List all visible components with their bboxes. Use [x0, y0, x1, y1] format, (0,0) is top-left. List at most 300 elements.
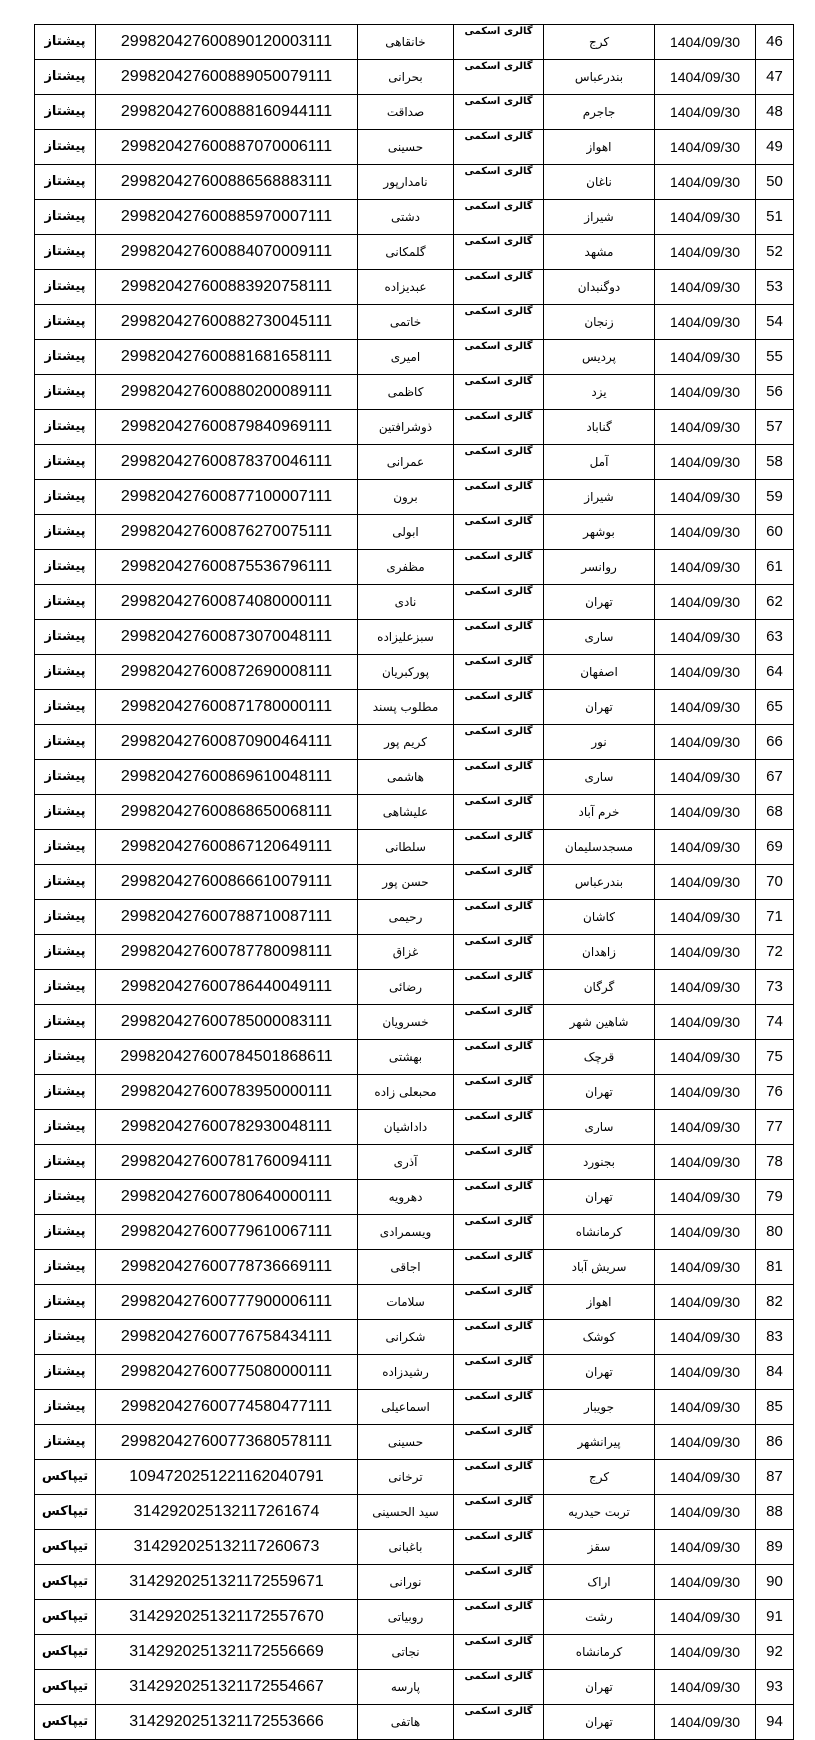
date-cell: 1404/09/30	[655, 130, 756, 165]
date-cell: 1404/09/30	[655, 1460, 756, 1495]
sender-cell: گالری اسکمی	[454, 970, 544, 1005]
date-cell: 1404/09/30	[655, 655, 756, 690]
sender-cell: گالری اسکمی	[454, 935, 544, 970]
date-cell: 1404/09/30	[655, 1180, 756, 1215]
date-cell: 1404/09/30	[655, 1110, 756, 1145]
sender-cell: گالری اسکمی	[454, 235, 544, 270]
city-cell: پیرانشهر	[544, 1425, 655, 1460]
city-cell: کاشان	[544, 900, 655, 935]
recipient-name-cell: سبزعلیزاده	[358, 620, 454, 655]
carrier-cell: پیشتاز	[35, 585, 96, 620]
recipient-name-cell: اجاقی	[358, 1250, 454, 1285]
recipient-name-cell: اسماعیلی	[358, 1390, 454, 1425]
table-row	[35, 1145, 794, 1180]
sender-cell: گالری اسکمی	[454, 410, 544, 445]
recipient-name-cell: رحیمی	[358, 900, 454, 935]
sender-cell: گالری اسکمی	[454, 1530, 544, 1565]
row-number-cell: 65	[756, 690, 794, 725]
table-row	[35, 655, 794, 690]
row-number-cell: 88	[756, 1495, 794, 1530]
carrier-cell: پیشتاز	[35, 655, 96, 690]
table-row	[35, 340, 794, 375]
table-row	[35, 900, 794, 935]
carrier-cell: تیپاکس	[35, 1670, 96, 1705]
city-cell: کرمانشاه	[544, 1635, 655, 1670]
tracking-code-cell: 299820427600871780000111	[96, 690, 358, 725]
date-cell: 1404/09/30	[655, 1600, 756, 1635]
table-row	[35, 935, 794, 970]
table-row	[35, 1460, 794, 1495]
carrier-cell: پیشتاز	[35, 1110, 96, 1145]
date-cell: 1404/09/30	[655, 865, 756, 900]
city-cell: آمل	[544, 445, 655, 480]
city-cell: دوگنبدان	[544, 270, 655, 305]
date-cell: 1404/09/30	[655, 25, 756, 60]
tracking-code-cell: 299820427600782930048111	[96, 1110, 358, 1145]
row-number-cell: 76	[756, 1075, 794, 1110]
sender-cell: گالری اسکمی	[454, 1215, 544, 1250]
city-cell: قرچک	[544, 1040, 655, 1075]
row-number-cell: 90	[756, 1565, 794, 1600]
shipments-table-body	[35, 25, 794, 1740]
tracking-code-cell: 299820427600888160944111	[96, 95, 358, 130]
table-row	[35, 1110, 794, 1145]
date-cell: 1404/09/30	[655, 1635, 756, 1670]
sender-cell: گالری اسکمی	[454, 1040, 544, 1075]
table-row	[35, 970, 794, 1005]
date-cell: 1404/09/30	[655, 760, 756, 795]
date-cell: 1404/09/30	[655, 1565, 756, 1600]
date-cell: 1404/09/30	[655, 830, 756, 865]
shipments-table	[34, 24, 794, 1740]
carrier-cell: پیشتاز	[35, 375, 96, 410]
date-cell: 1404/09/30	[655, 550, 756, 585]
recipient-name-cell: سید الحسینی	[358, 1495, 454, 1530]
tracking-code-cell: 314292025132117255466​7	[96, 1670, 358, 1705]
recipient-name-cell: پارسه	[358, 1670, 454, 1705]
row-number-cell: 92	[756, 1635, 794, 1670]
carrier-cell: پیشتاز	[35, 865, 96, 900]
row-number-cell: 66	[756, 725, 794, 760]
recipient-name-cell: کریم پور	[358, 725, 454, 760]
row-number-cell: 56	[756, 375, 794, 410]
table-row	[35, 795, 794, 830]
tracking-code-cell: 299820427600884070009111	[96, 235, 358, 270]
carrier-cell: پیشتاز	[35, 235, 96, 270]
city-cell: اهواز	[544, 130, 655, 165]
tracking-code-cell: 299820427600773680578111	[96, 1425, 358, 1460]
date-cell: 1404/09/30	[655, 795, 756, 830]
date-cell: 1404/09/30	[655, 1145, 756, 1180]
carrier-cell: پیشتاز	[35, 970, 96, 1005]
carrier-cell: پیشتاز	[35, 1075, 96, 1110]
tracking-code-cell: 299820427600780640000111	[96, 1180, 358, 1215]
row-number-cell: 75	[756, 1040, 794, 1075]
city-cell: تهران	[544, 1705, 655, 1740]
sender-cell: گالری اسکمی	[454, 445, 544, 480]
recipient-name-cell: مظفری	[358, 550, 454, 585]
carrier-cell: پیشتاز	[35, 130, 96, 165]
city-cell: تربت حیدریه	[544, 1495, 655, 1530]
sender-cell: گالری اسکمی	[454, 1355, 544, 1390]
tracking-code-cell: 299820427600872690008111	[96, 655, 358, 690]
row-number-cell: 55	[756, 340, 794, 375]
tracking-code-cell: 299820427600876270075111	[96, 515, 358, 550]
row-number-cell: 61	[756, 550, 794, 585]
recipient-name-cell: ترخانی	[358, 1460, 454, 1495]
city-cell: کوشک	[544, 1320, 655, 1355]
sender-cell: گالری اسکمی	[454, 1075, 544, 1110]
date-cell: 1404/09/30	[655, 1250, 756, 1285]
date-cell: 1404/09/30	[655, 585, 756, 620]
recipient-name-cell: عمرانی	[358, 445, 454, 480]
sender-cell: گالری اسکمی	[454, 725, 544, 760]
date-cell: 1404/09/30	[655, 620, 756, 655]
row-number-cell: 89	[756, 1530, 794, 1565]
table-row	[35, 1180, 794, 1215]
sender-cell: گالری اسکمی	[454, 95, 544, 130]
tracking-code-cell: 299820427600875536796111	[96, 550, 358, 585]
recipient-name-cell: برون	[358, 480, 454, 515]
tracking-code-cell: 299820427600868650068111	[96, 795, 358, 830]
recipient-name-cell: حسینی	[358, 1425, 454, 1460]
recipient-name-cell: شکرانی	[358, 1320, 454, 1355]
row-number-cell: 46	[756, 25, 794, 60]
table-row	[35, 1075, 794, 1110]
date-cell: 1404/09/30	[655, 1215, 756, 1250]
table-row	[35, 725, 794, 760]
carrier-cell: پیشتاز	[35, 1040, 96, 1075]
carrier-cell: پیشتاز	[35, 25, 96, 60]
table-row	[35, 200, 794, 235]
city-cell: ساری	[544, 760, 655, 795]
city-cell: مسجدسلیمان	[544, 830, 655, 865]
sender-cell: گالری اسکمی	[454, 1670, 544, 1705]
city-cell: نور	[544, 725, 655, 760]
carrier-cell: پیشتاز	[35, 445, 96, 480]
date-cell: 1404/09/30	[655, 1355, 756, 1390]
table-row	[35, 480, 794, 515]
date-cell: 1404/09/30	[655, 445, 756, 480]
city-cell: ساری	[544, 1110, 655, 1145]
carrier-cell: پیشتاز	[35, 1215, 96, 1250]
carrier-cell: پیشتاز	[35, 1320, 96, 1355]
tracking-code-cell: 299820427600867120649111	[96, 830, 358, 865]
row-number-cell: 86	[756, 1425, 794, 1460]
carrier-cell: تیپاکس	[35, 1600, 96, 1635]
sender-cell: گالری اسکمی	[454, 795, 544, 830]
recipient-name-cell: سلامات	[358, 1285, 454, 1320]
tracking-code-cell: 299820427600774580477111	[96, 1390, 358, 1425]
date-cell: 1404/09/30	[655, 1390, 756, 1425]
row-number-cell: 85	[756, 1390, 794, 1425]
tracking-code-cell: 299820427600784501868611	[96, 1040, 358, 1075]
date-cell: 1404/09/30	[655, 60, 756, 95]
date-cell: 1404/09/30	[655, 375, 756, 410]
carrier-cell: تیپاکس	[35, 1495, 96, 1530]
tracking-code-cell: 299820427600885970007111	[96, 200, 358, 235]
tracking-code-cell: 299820427600877100007111	[96, 480, 358, 515]
table-row	[35, 1530, 794, 1565]
tracking-code-cell: 314292025132117255767​0	[96, 1600, 358, 1635]
tracking-code-cell: 299820427600889050079111	[96, 60, 358, 95]
tracking-code-cell: 299820427600776758434111	[96, 1320, 358, 1355]
table-row	[35, 1250, 794, 1285]
carrier-cell: پیشتاز	[35, 1145, 96, 1180]
sender-cell: گالری اسکمی	[454, 25, 544, 60]
table-row	[35, 60, 794, 95]
sender-cell: گالری اسکمی	[454, 1145, 544, 1180]
tracking-code-cell: 314292025132117261674	[96, 1495, 358, 1530]
date-cell: 1404/09/30	[655, 725, 756, 760]
city-cell: اهواز	[544, 1285, 655, 1320]
carrier-cell: پیشتاز	[35, 1425, 96, 1460]
table-row	[35, 375, 794, 410]
row-number-cell: 83	[756, 1320, 794, 1355]
sender-cell: گالری اسکمی	[454, 1390, 544, 1425]
recipient-name-cell: حسن پور	[358, 865, 454, 900]
recipient-name-cell: غزاق	[358, 935, 454, 970]
sender-cell: گالری اسکمی	[454, 620, 544, 655]
table-row	[35, 1040, 794, 1075]
tracking-code-cell: 299820427600866610079111	[96, 865, 358, 900]
carrier-cell: پیشتاز	[35, 340, 96, 375]
tracking-code-cell: 299820427600778736669111	[96, 1250, 358, 1285]
city-cell: تهران	[544, 1355, 655, 1390]
carrier-cell: پیشتاز	[35, 1285, 96, 1320]
city-cell: خرم آباد	[544, 795, 655, 830]
date-cell: 1404/09/30	[655, 515, 756, 550]
city-cell: شیراز	[544, 480, 655, 515]
tracking-code-cell: 299820427600883920758111	[96, 270, 358, 305]
sender-cell: گالری اسکمی	[454, 1005, 544, 1040]
table-row	[35, 445, 794, 480]
row-number-cell: 77	[756, 1110, 794, 1145]
table-row	[35, 1705, 794, 1740]
carrier-cell: تیپاکس	[35, 1460, 96, 1495]
tracking-code-cell: 109472025122116204079​1	[96, 1460, 358, 1495]
city-cell: ناغان	[544, 165, 655, 200]
table-row	[35, 1565, 794, 1600]
recipient-name-cell: دشتی	[358, 200, 454, 235]
date-cell: 1404/09/30	[655, 165, 756, 200]
row-number-cell: 82	[756, 1285, 794, 1320]
row-number-cell: 47	[756, 60, 794, 95]
date-cell: 1404/09/30	[655, 305, 756, 340]
tracking-code-cell: 314292025132117255967​1	[96, 1565, 358, 1600]
city-cell: بجنورد	[544, 1145, 655, 1180]
recipient-name-cell: خانقاهی	[358, 25, 454, 60]
sender-cell: گالری اسکمی	[454, 1285, 544, 1320]
table-row	[35, 95, 794, 130]
tracking-code-cell: 299820427600777900006111	[96, 1285, 358, 1320]
row-number-cell: 51	[756, 200, 794, 235]
city-cell: جاجرم	[544, 95, 655, 130]
tracking-code-cell: 299820427600873070048111	[96, 620, 358, 655]
row-number-cell: 74	[756, 1005, 794, 1040]
city-cell: تهران	[544, 1180, 655, 1215]
carrier-cell: پیشتاز	[35, 935, 96, 970]
city-cell: بوشهر	[544, 515, 655, 550]
table-row	[35, 1495, 794, 1530]
sender-cell: گالری اسکمی	[454, 1110, 544, 1145]
city-cell: تهران	[544, 585, 655, 620]
row-number-cell: 69	[756, 830, 794, 865]
sender-cell: گالری اسکمی	[454, 60, 544, 95]
sender-cell: گالری اسکمی	[454, 655, 544, 690]
tracking-code-cell: 299820427600886568883111	[96, 165, 358, 200]
city-cell: مشهد	[544, 235, 655, 270]
sender-cell: گالری اسکمی	[454, 515, 544, 550]
row-number-cell: 57	[756, 410, 794, 445]
sender-cell: گالری اسکمی	[454, 1495, 544, 1530]
city-cell: کرج	[544, 1460, 655, 1495]
sender-cell: گالری اسکمی	[454, 865, 544, 900]
date-cell: 1404/09/30	[655, 1320, 756, 1355]
city-cell: کرمانشاه	[544, 1215, 655, 1250]
date-cell: 1404/09/30	[655, 1075, 756, 1110]
sender-cell: گالری اسکمی	[454, 1425, 544, 1460]
table-row	[35, 830, 794, 865]
tracking-code-cell: 299820427600779610067111	[96, 1215, 358, 1250]
row-number-cell: 63	[756, 620, 794, 655]
carrier-cell: پیشتاز	[35, 60, 96, 95]
tracking-code-cell: 314292025132117255366​6	[96, 1705, 358, 1740]
date-cell: 1404/09/30	[655, 235, 756, 270]
carrier-cell: پیشتاز	[35, 200, 96, 235]
date-cell: 1404/09/30	[655, 270, 756, 305]
date-cell: 1404/09/30	[655, 1530, 756, 1565]
tracking-code-cell: 299820427600880200089111	[96, 375, 358, 410]
sender-cell: گالری اسکمی	[454, 1250, 544, 1285]
carrier-cell: تیپاکس	[35, 1565, 96, 1600]
tracking-code-cell: 299820427600887070006111	[96, 130, 358, 165]
row-number-cell: 73	[756, 970, 794, 1005]
city-cell: زاهدان	[544, 935, 655, 970]
table-row	[35, 25, 794, 60]
recipient-name-cell: محبعلی زاده	[358, 1075, 454, 1110]
recipient-name-cell: ابولی	[358, 515, 454, 550]
city-cell: سقز	[544, 1530, 655, 1565]
recipient-name-cell: کاظمی	[358, 375, 454, 410]
carrier-cell: پیشتاز	[35, 1390, 96, 1425]
city-cell: گرگان	[544, 970, 655, 1005]
city-cell: سریش آباد	[544, 1250, 655, 1285]
date-cell: 1404/09/30	[655, 935, 756, 970]
sender-cell: گالری اسکمی	[454, 1565, 544, 1600]
recipient-name-cell: داداشیان	[358, 1110, 454, 1145]
carrier-cell: پیشتاز	[35, 725, 96, 760]
carrier-cell: پیشتاز	[35, 620, 96, 655]
row-number-cell: 67	[756, 760, 794, 795]
recipient-name-cell: رضائی	[358, 970, 454, 1005]
tracking-code-cell: 299820427600788710087111	[96, 900, 358, 935]
city-cell: تهران	[544, 1670, 655, 1705]
carrier-cell: پیشتاز	[35, 1005, 96, 1040]
recipient-name-cell: نامدارپور	[358, 165, 454, 200]
carrier-cell: پیشتاز	[35, 690, 96, 725]
carrier-cell: تیپاکس	[35, 1635, 96, 1670]
table-row	[35, 865, 794, 900]
tracking-code-cell: 299820427600781760094111	[96, 1145, 358, 1180]
city-cell: یزد	[544, 375, 655, 410]
recipient-name-cell: روبیاتی	[358, 1600, 454, 1635]
tracking-code-cell: 299820427600786440049111	[96, 970, 358, 1005]
carrier-cell: پیشتاز	[35, 760, 96, 795]
recipient-name-cell: هاشمی	[358, 760, 454, 795]
table-row	[35, 1355, 794, 1390]
tracking-code-cell: 299820427600874080000111	[96, 585, 358, 620]
carrier-cell: پیشتاز	[35, 1180, 96, 1215]
row-number-cell: 94	[756, 1705, 794, 1740]
sender-cell: گالری اسکمی	[454, 130, 544, 165]
row-number-cell: 58	[756, 445, 794, 480]
row-number-cell: 52	[756, 235, 794, 270]
recipient-name-cell: دهرویه	[358, 1180, 454, 1215]
tracking-code-cell: 299820427600890120003111	[96, 25, 358, 60]
carrier-cell: پیشتاز	[35, 480, 96, 515]
city-cell: زنجان	[544, 305, 655, 340]
city-cell: پردیس	[544, 340, 655, 375]
table-row	[35, 305, 794, 340]
tracking-code-cell: 299820427600775080000111	[96, 1355, 358, 1390]
table-row	[35, 1600, 794, 1635]
carrier-cell: پیشتاز	[35, 410, 96, 445]
recipient-name-cell: حسینی	[358, 130, 454, 165]
table-row	[35, 1390, 794, 1425]
tracking-code-cell: 299820427600882730045111	[96, 305, 358, 340]
recipient-name-cell: گلمکانی	[358, 235, 454, 270]
carrier-cell: تیپاکس	[35, 1530, 96, 1565]
carrier-cell: پیشتاز	[35, 830, 96, 865]
row-number-cell: 49	[756, 130, 794, 165]
sender-cell: گالری اسکمی	[454, 1705, 544, 1740]
table-row	[35, 515, 794, 550]
recipient-name-cell: عبدیزاده	[358, 270, 454, 305]
recipient-name-cell: نجاتی	[358, 1635, 454, 1670]
table-row	[35, 130, 794, 165]
recipient-name-cell: بهشتی	[358, 1040, 454, 1075]
carrier-cell: پیشتاز	[35, 270, 96, 305]
date-cell: 1404/09/30	[655, 1425, 756, 1460]
recipient-name-cell: ویسمرادی	[358, 1215, 454, 1250]
city-cell: اراک	[544, 1565, 655, 1600]
date-cell: 1404/09/30	[655, 1040, 756, 1075]
recipient-name-cell: هاتفی	[358, 1705, 454, 1740]
tracking-code-cell: 299820427600879840969111	[96, 410, 358, 445]
recipient-name-cell: امیری	[358, 340, 454, 375]
sender-cell: گالری اسکمی	[454, 900, 544, 935]
table-row	[35, 410, 794, 445]
row-number-cell: 93	[756, 1670, 794, 1705]
sender-cell: گالری اسکمی	[454, 340, 544, 375]
recipient-name-cell: آذری	[358, 1145, 454, 1180]
date-cell: 1404/09/30	[655, 970, 756, 1005]
city-cell: شیراز	[544, 200, 655, 235]
carrier-cell: تیپاکس	[35, 1705, 96, 1740]
sender-cell: گالری اسکمی	[454, 760, 544, 795]
date-cell: 1404/09/30	[655, 1705, 756, 1740]
city-cell: بندرعباس	[544, 865, 655, 900]
carrier-cell: پیشتاز	[35, 305, 96, 340]
city-cell: اصفهان	[544, 655, 655, 690]
carrier-cell: پیشتاز	[35, 795, 96, 830]
tracking-code-cell: 299820427600881681658111	[96, 340, 358, 375]
sender-cell: گالری اسکمی	[454, 1635, 544, 1670]
date-cell: 1404/09/30	[655, 410, 756, 445]
tracking-code-cell: 299820427600783950000111	[96, 1075, 358, 1110]
city-cell: ساری	[544, 620, 655, 655]
